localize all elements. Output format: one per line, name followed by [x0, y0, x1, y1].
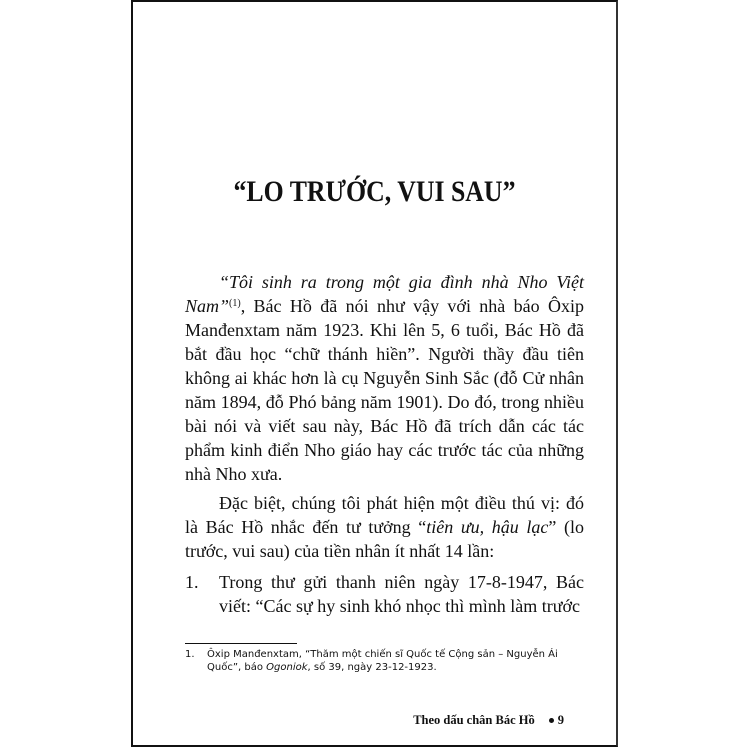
footnote-text-start: Ôxip Manđenxtam, “Thăm một chiến sĩ Quốc tế Cộng sản – Nguyễn Ái Quốc”, báo — [207, 649, 558, 673]
list-text: Trong thư gửi thanh niên ngày 17-8-1947, Bác viết: “Các sự hy sinh khó nhọc thì mình làm trước — [219, 572, 584, 616]
footnote-text — [207, 648, 584, 674]
paragraph-2-text-end: ” (lo trước, vui sau) của tiền nhân ít nhất 14 lần: — [185, 517, 584, 561]
paragraph-2 — [185, 491, 584, 563]
paragraph-2-italic: tiên ưu, hậu lạc — [426, 517, 549, 537]
quote: “Tôi sinh ra trong một gia đình nhà Nho Việt Nam” — [185, 272, 584, 316]
footnote — [185, 648, 584, 674]
list-item — [185, 570, 584, 618]
footnote-italic: Ogoniok — [266, 662, 308, 673]
running-title: Theo dấu chân Bác Hồ — [413, 713, 535, 727]
footnote-number: 1. — [185, 649, 195, 660]
paragraph-2-text: Đặc biệt, chúng tôi phát hiện một điều thú vị: đó là Bác Hồ nhắc đến tư tưởng “ — [185, 493, 584, 537]
book-page — [131, 0, 618, 747]
footnote-ref: (1) — [229, 298, 241, 309]
paragraph-1 — [185, 270, 584, 486]
list-number: 1. — [185, 572, 199, 592]
paragraph-1-text: , Bác Hồ đã nói như vậy với nhà báo Ôxip Manđenxtam năm 1923. Khi lên 5, 6 tuổi, Bác Hồ đã bắt đầu học “chữ thánh hiền”. Người thầy đầu tiên không ai khác hơn là cụ Nguyễn Sinh Sắc (đỗ Cử nhân năm 1894, đỗ Phó bảng năm 1901). Do đó, trong nhiều bài nói và viết sau này, Bác Hồ đã trích dẫn các tác phẩm kinh điển Nho giáo hay các trước tác của những nhà Nho xưa. — [185, 296, 584, 484]
page-number: 9 — [557, 713, 564, 727]
bullet-icon — [549, 718, 554, 723]
body-text — [185, 270, 584, 618]
page-footer — [413, 712, 564, 728]
footnote-text-end: , số 39, ngày 23-12-1923. — [307, 662, 437, 673]
chapter-title: “LO TRƯỚC, VUI SAU” — [233, 175, 516, 208]
footnote-divider — [185, 643, 297, 644]
